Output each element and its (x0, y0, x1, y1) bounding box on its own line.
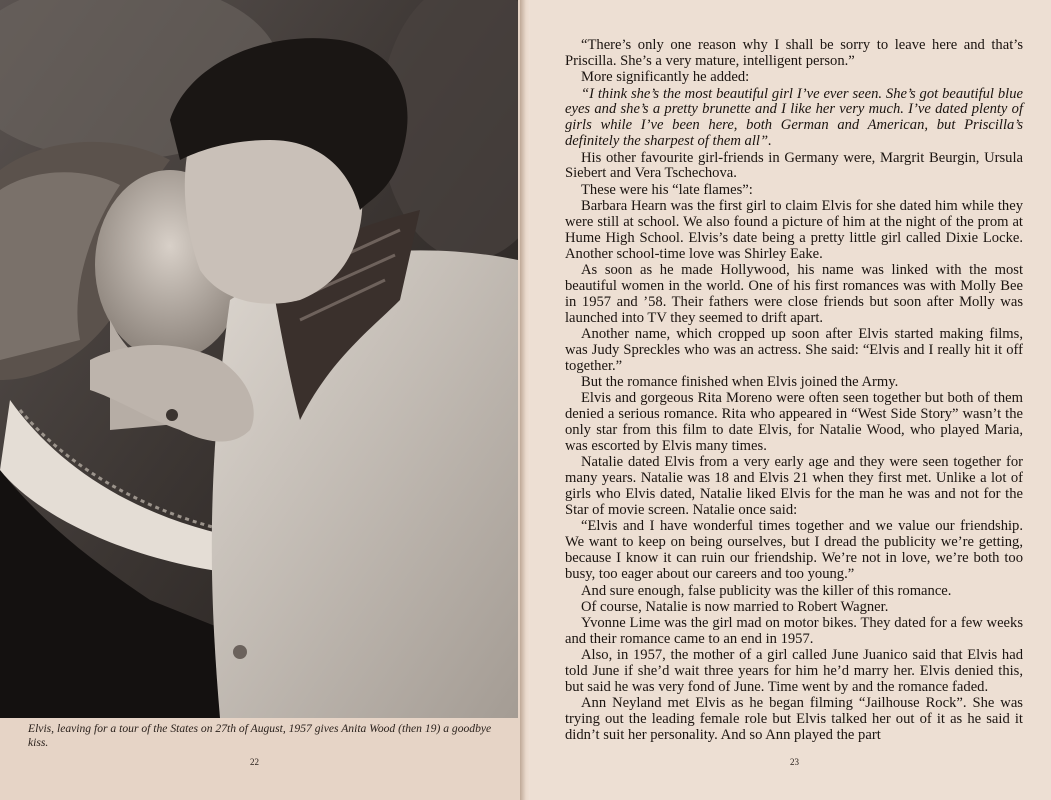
paragraph: But the romance finished when Elvis joined the Army. (581, 374, 899, 391)
paragraph: And sure enough, false publicity was the killer of this romance. (581, 582, 952, 599)
paragraph-quote: “I think she’s the most beautiful girl I’ve ever seen. She’s got beautiful blue eyes and she’s a pretty brunette and I like her very much. I’ve dated plenty of girls while I’ve been here, both German and American, but Priscilla’s definitely the sharpest of them all”. (565, 85, 1023, 150)
paragraph: “There’s only one reason why I shall be sorry to leave here and that’s Priscilla. She’s a very mature, intelligent person.” (565, 37, 1023, 69)
paragraph: Another name, which cropped up soon after Elvis started making films, was Judy Spreckles who was an actress. She said: “Elvis and I really hit it off together.” (565, 326, 1023, 374)
page-number-left: 22 (250, 757, 259, 767)
paragraph: As soon as he made Hollywood, his name was linked with the most beautiful women in the world. One of his first romances was with Molly Bee in 1957 and ’58. Their fathers were close friends but soon after Molly was launched into TV they seemed to drift apart. (565, 262, 1023, 326)
left-page (0, 0, 522, 800)
paragraph: Also, in 1957, the mother of a girl called June Juanico said that Elvis had told June if she’d wait three years for him he’d marry her. Elvis denied this, but said he was very fond of June. Time went by and the romance faded. (565, 647, 1023, 696)
photo-elvis-goodbye-kiss (0, 0, 518, 718)
article-text (565, 38, 1023, 745)
paragraph: Barbara Hearn was the first girl to claim Elvis for she dated him while they were still at school. We also found a picture of him at the night of the prom at Hume High School. Elvis’s date being a pretty little girl called Dixie Locke. Another school-time love was Shirley Eake. (565, 198, 1023, 262)
paragraph: More significantly he added: (581, 69, 750, 86)
photo-caption: Elvis, leaving for a tour of the States on 27th of August, 1957 gives Anita Wood (then 19) a goodbye kiss. (28, 722, 492, 749)
book-spine (520, 0, 530, 800)
page-number-right: 23 (790, 757, 799, 767)
paragraph: “Elvis and I have wonderful times together and we value our friendship. We want to keep on being ourselves, but I dread the publicity we’re getting, because I know it can ruin our friendship. We’re not in love, we’re both too busy, too eager about our careers and too young.” (565, 518, 1023, 583)
paragraph: Yvonne Lime was the girl mad on motor bikes. They dated for a few weeks and their romance came to an end in 1957. (565, 615, 1023, 647)
photo-illustration (0, 0, 518, 718)
paragraph: These were his “late flames”: (581, 181, 753, 198)
paragraph: Natalie dated Elvis from a very early age and they were seen together for many years. Natalie was 18 and Elvis 21 when they first met. Unlike a lot of girls who Elvis dated, Natalie liked Elvis for the man he was and not for the Star of movie screen. Natalie once said: (565, 454, 1023, 519)
paragraph: Elvis and gorgeous Rita Moreno were often seen together but both of them denied a serious romance. Rita who appeared in “West Side Story” wasn’t the only star from this film to date Elvis, for Natalie Wood, who played Maria, was escorted by Elvis many times. (565, 390, 1023, 455)
paragraph: His other favourite girl-friends in Germany were, Margrit Beurgin, Ursula Siebert and Vera Tschechova. (565, 149, 1023, 182)
paragraph: Of course, Natalie is now married to Robert Wagner. (581, 598, 889, 615)
paragraph: Ann Neyland met Elvis as he began filming “Jailhouse Rock”. She was trying out the leading female role but Elvis talked her out of it as he said it didn’t suit her personality. And so Ann played the part (565, 695, 1023, 744)
